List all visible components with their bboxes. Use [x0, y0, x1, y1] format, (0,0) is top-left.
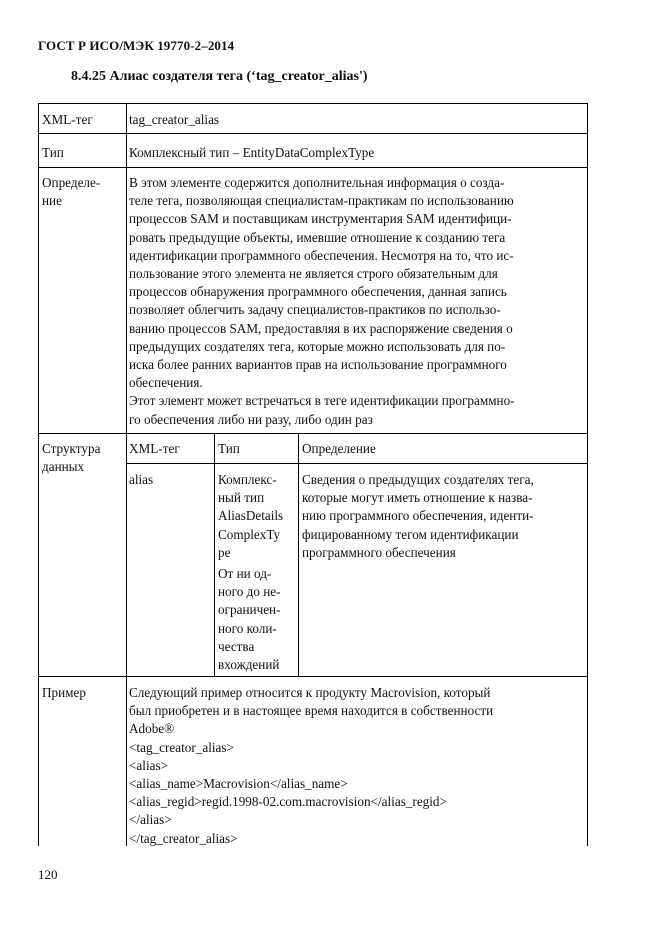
- occurrence-line: ного коли-: [218, 620, 277, 636]
- label-line: Определе-: [42, 175, 101, 190]
- example-line: <alias>: [129, 757, 169, 773]
- text-line: позволяет облегчить задачу специалистов-практиков по использо-: [129, 302, 501, 318]
- xml-tag-label: XML-тег: [42, 112, 93, 127]
- label-line: данных: [42, 459, 85, 475]
- structure-header-xml-tag: XML-тег: [129, 441, 180, 456]
- inner-column-divider: [298, 433, 299, 676]
- example-line: </alias>: [129, 812, 172, 828]
- text-line: предыдущих создателях тега, которые можно использовать для по-: [129, 338, 506, 354]
- section-title: 8.4.25 Алиас создателя тега (‘tag_creator_alias'): [71, 69, 368, 84]
- example-line: <alias_regid>regid.1998-02.com.macrovision</alias_regid>: [129, 794, 447, 810]
- inner-column-divider: [214, 433, 215, 676]
- text-line: Сведения о предыдущих создателях тега,: [302, 472, 534, 487]
- example-line: был приобретен и в настоящее время находится в собственности: [129, 703, 494, 719]
- occurrence-line: чества: [218, 638, 255, 654]
- text-line: процессов SAM и поставщикам инструментария SAM идентифици-: [129, 211, 512, 227]
- example-line: Adobe®: [129, 721, 175, 737]
- occurrence-line: От ни од-: [218, 566, 272, 582]
- example-line: Следующий пример относится к продукту Macrovision, который: [129, 685, 491, 700]
- table-border-left: [38, 103, 39, 846]
- table-border-right: [587, 103, 588, 846]
- structure-header-type: Тип: [218, 441, 240, 456]
- label-line: Структура: [42, 441, 101, 456]
- xml-tag-value: tag_creator_alias: [129, 112, 220, 127]
- type-label: Тип: [42, 145, 64, 160]
- row-divider: [38, 676, 588, 677]
- text-line: ровать предыдущие объекты, имевшие отношение к созданию тега: [129, 229, 506, 245]
- text-line: В этом элементе содержится дополнительная информация о созда-: [129, 175, 505, 190]
- structure-cell-xml-tag: alias: [129, 472, 154, 487]
- occurrence-line: ного до не-: [218, 584, 281, 600]
- text-line: программного обеспечения: [302, 544, 456, 560]
- structure-cell-type: [218, 471, 283, 674]
- example-line: <tag_creator_alias>: [129, 739, 234, 755]
- structure-header-definition: Определение: [302, 441, 376, 456]
- row-divider: [38, 133, 588, 134]
- document-header: ГОСТ Р ИСО/МЭК 19770-2–2014: [38, 38, 235, 53]
- type-line: pe: [218, 544, 231, 560]
- inner-header-divider: [126, 463, 588, 464]
- definition-text: [129, 174, 515, 429]
- label-line: ние: [42, 193, 62, 209]
- page-number: 120: [38, 867, 58, 882]
- occurrence-line: вхождений: [218, 657, 280, 673]
- text-line: го обеспечения либо ни разу, либо один раз: [129, 411, 373, 427]
- structure-label: [42, 440, 100, 476]
- example-text: [129, 684, 493, 848]
- example-line: <alias_name>Macrovision</alias_name>: [129, 776, 348, 792]
- definition-table: [38, 103, 588, 846]
- structure-cell-definition: [302, 471, 534, 562]
- text-line: теле тега, позволяющая специалистам-практикам по использованию: [129, 193, 514, 209]
- occurrence-line: ограничен-: [218, 602, 281, 618]
- text-line: обеспечения.: [129, 375, 203, 391]
- text-line: нию программного обеспечения, иденти-: [302, 508, 534, 524]
- text-line: идентификации программного обеспечения. Несмотря на то, что ис-: [129, 247, 514, 263]
- column-divider: [126, 103, 127, 846]
- type-line: ный тип: [218, 490, 265, 506]
- type-line: AliasDetails: [218, 508, 284, 524]
- text-line: фицированному тегом идентификации: [302, 526, 519, 542]
- row-divider: [38, 433, 588, 434]
- text-line: пользование этого элемента не является строго обязательным для: [129, 266, 498, 282]
- text-line: Этот элемент может встречаться в теге идентификации программно-: [129, 393, 515, 409]
- text-line: ванию процессов SAM, предоставляя в их распоряжение сведения о: [129, 320, 513, 336]
- example-label: Пример: [42, 685, 86, 700]
- type-line: ComplexTy: [218, 526, 281, 542]
- text-line: которые могут иметь отношение к назва-: [302, 490, 533, 506]
- definition-label: [42, 174, 100, 210]
- type-line: Комплекс-: [218, 472, 277, 487]
- text-line: процессов обнаружения программного обеспечения, данная запись: [129, 284, 507, 300]
- row-divider: [38, 167, 588, 168]
- example-line: </tag_creator_alias>: [129, 830, 238, 846]
- type-value: Комплексный тип – EntityDataComplexType: [129, 145, 375, 160]
- table-border-top: [38, 103, 588, 104]
- text-line: иска более ранних вариантов прав на использование программного: [129, 357, 507, 373]
